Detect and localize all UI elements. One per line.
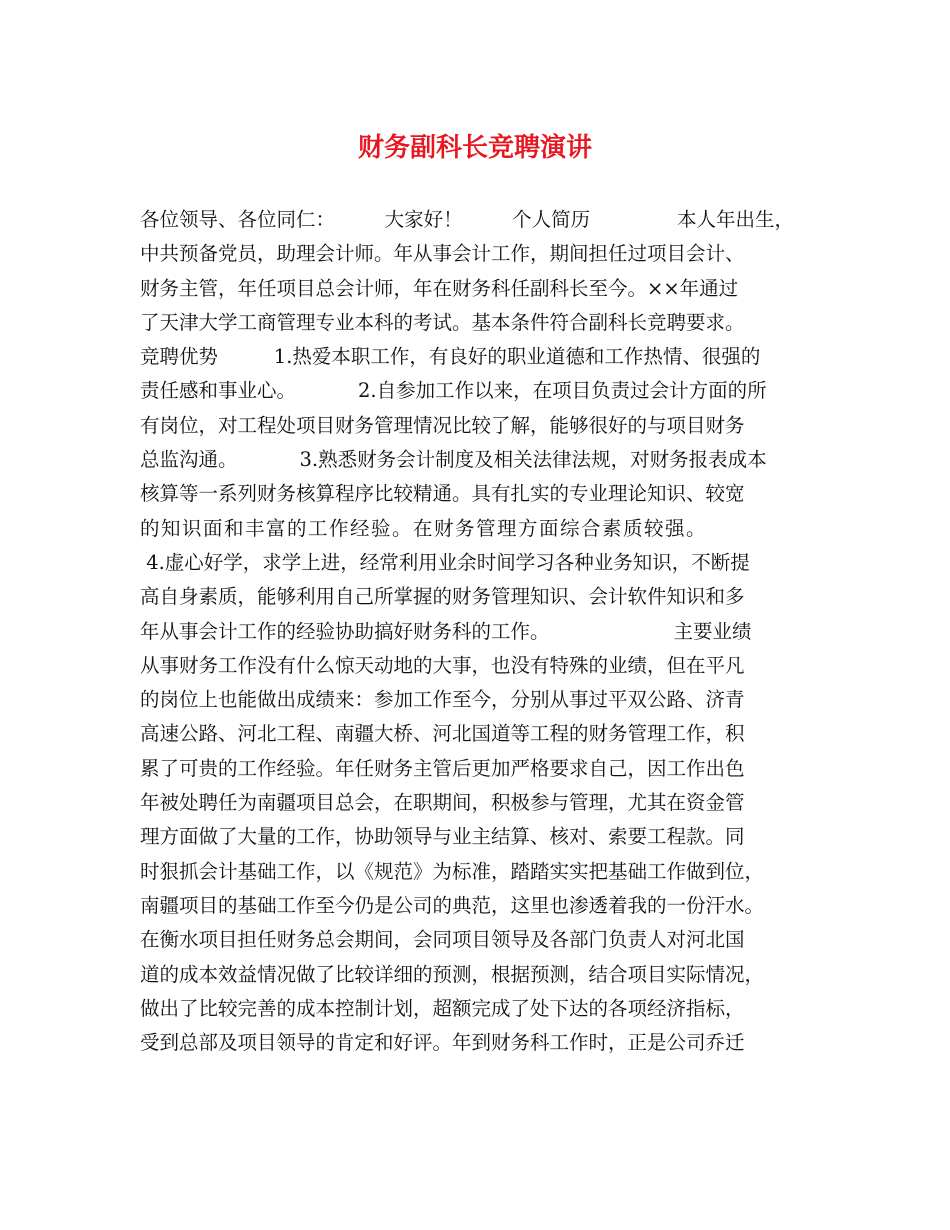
body-line: 在衡水项目担任财务总会期间，会同项目领导及各部门负责人对河北国 (140, 928, 745, 952)
body-line: 总监沟通。 3.熟悉财务会计制度及相关法律法规，对财务报表成本 (140, 448, 767, 472)
body-line: 年从事会计工作的经验协助搞好财务科的工作。 主要业绩 (140, 619, 752, 643)
body-line: 了天津大学工商管理专业本科的考试。基本条件符合副科长竞聘要求。 (140, 310, 745, 334)
body-line: 核算等一系列财务核算程序比较精通。具有扎实的专业理论知识、较宽 (140, 482, 745, 506)
body-line: 各位领导、各位同仁： 大家好！ 个人简历 本人年出生， (140, 208, 794, 231)
body-line: 道的成本效益情况做了比较详细的预测，根据预测，结合项目实际情况， (140, 962, 765, 986)
body-line: 受到总部及项目领导的肯定和好评。年到财务科工作时，正是公司乔迁 (140, 1031, 745, 1055)
body-line: 财务主管，年任项目总会计师，年在财务科任副科长至今。××年通过 (140, 276, 739, 300)
body-line: 时狠抓会计基础工作，以《规范》为标准，踏踏实实把基础工作做到位， (140, 859, 765, 883)
body-line: 从事财务工作没有什么惊天动地的大事，也没有特殊的业绩，但在平凡 (140, 653, 745, 677)
body-line: 竞聘优势 1.热爱本职工作，有良好的职业道德和工作热情、很强的 (140, 345, 761, 369)
document-body (140, 203, 830, 1060)
body-line: 中共预备党员，助理会计师。年从事会计工作，期间担任过项目会计、 (140, 242, 745, 266)
body-line: 高自身素质，能够利用自己所掌握的财务管理知识、会计软件知识和多 (140, 585, 745, 609)
body-line: 南疆项目的基础工作至今仍是公司的典范，这里也渗透着我的一份汗水。 (140, 893, 765, 917)
body-line: 4.虚心好学，求学上进，经常利用业余时间学习各种业务知识，不断提 (140, 550, 750, 574)
body-line: 有岗位，对工程处项目财务管理情况比较了解，能够很好的与项目财务 (140, 413, 745, 437)
body-line: 累了可贵的工作经验。年任财务主管后更加严格要求自己，因工作出色 (140, 756, 745, 780)
body-line: 责任感和事业心。 2.自参加工作以来，在项目负责过会计方面的所 (140, 379, 767, 403)
body-line: 理方面做了大量的工作，协助领导与业主结算、核对、索要工程款。同 (140, 825, 745, 849)
body-line: 的知识面和丰富的工作经验。在财务管理方面综合素质较强。 (140, 516, 708, 540)
body-line: 高速公路、河北工程、南疆大桥、河北国道等工程的财务管理工作，积 (140, 722, 745, 746)
body-line: 做出了比较完善的成本控制计划，超额完成了处下达的各项经济指标， (140, 996, 745, 1020)
document-title: 财务副科长竞聘演讲 (357, 133, 592, 163)
body-line: 的岗位上也能做出成绩来：参加工作至今，分别从事过平双公路、济青 (140, 688, 745, 712)
body-line: 年被处聘任为南疆项目总会，在职期间，积极参与管理，尤其在资金管 (140, 791, 745, 815)
